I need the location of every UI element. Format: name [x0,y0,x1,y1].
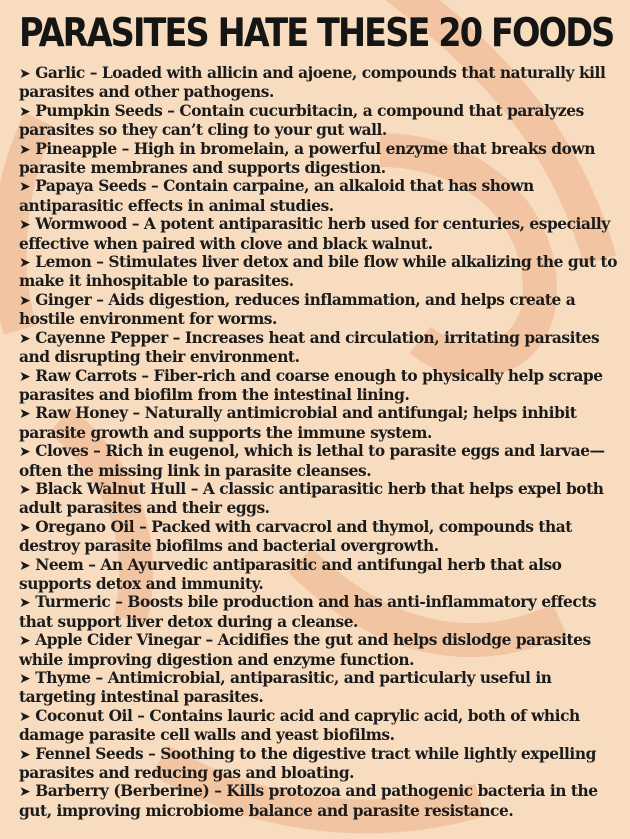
food-name: Cayenne Pepper [35,328,168,347]
arrow-bullet-icon: ➤ [19,66,31,82]
list-item: ➤ Turmeric – Boosts bile production and has anti-inflammatory effects that support liver detox during a cleanse. [19,593,597,631]
food-name: Barberry (Berberine) [35,782,210,801]
food-name: Lemon [35,253,92,272]
food-description: A classic antiparasitic herb that helps expel both adult parasites and their eggs. [19,479,604,518]
arrow-bullet-icon: ➤ [19,406,31,423]
arrow-bullet-icon: ➤ [19,595,31,612]
food-name: Oregano Oil [35,517,135,536]
list-item: ➤ Fennel Seeds – Soothing to the digestive tract while lightly expelling parasites and reducing gas and bloating. [19,744,596,783]
arrow-bullet-icon: ➤ [19,368,31,385]
food-name: Apple Cider Vinegar [35,631,201,650]
arrow-bullet-icon: ➤ [19,217,31,234]
food-name: Garlic [35,64,85,82]
food-name: Coconut Oil [35,706,133,725]
food-description: Naturally antimicrobial and antifungal; helps inhibit parasite growth and supports the immune system. [19,404,577,442]
arrow-bullet-icon: ➤ [19,708,31,725]
food-description: Boosts bile production and has anti-inflammatory effects that support liver detox during a cleanse. [19,593,597,631]
food-description: Loaded with allicin and ajoene, compounds that naturally kill parasites and other pathogens. [19,64,606,102]
list-item: ➤ Cayenne Pepper – Increases heat and circulation, irritating parasites and disrupting their environment. [19,328,600,367]
list-item: ➤ Garlic – Loaded with allicin and ajoene, compounds that naturally kill parasites and other pathogens. [19,64,606,102]
food-description: An Ayurvedic antiparasitic and antifungal herb that also supports detox and immunity. [19,555,562,593]
food-description: A potent antiparasitic herb used for centuries, especially effective when paired with clove and black walnut. [19,215,610,253]
food-description: Antimicrobial, antiparasitic, and particularly useful in targeting intestinal parasites. [19,669,552,707]
list-item: ➤ Coconut Oil – Contains lauric acid and caprylic acid, both of which damage parasite cell walls and yeast biofilms. [19,706,580,745]
arrow-bullet-icon: ➤ [19,557,31,574]
list-item: ➤ Raw Carrots – Fiber-rich and coarse enough to physically help scrape parasites and biofilm from the intestinal lining. [19,366,603,404]
list-item: ➤ Lemon – Stimulates liver detox and bile flow while alkalizing the gut to make it inhospitable to parasites. [19,253,618,291]
arrow-bullet-icon: ➤ [19,292,31,309]
list-item: ➤ Wormwood – A potent antiparasitic herb used for centuries, especially effective when paired with clove and black walnut. [19,215,610,253]
food-description: Contain cucurbitacin, a compound that paralyzes parasites so they can’t cling to your gut wall. [19,101,584,140]
food-name: Pineapple [35,139,117,158]
list-item: ➤ Oregano Oil – Packed with carvacrol and thymol, compounds that destroy parasite biofilms and bacterial overgrowth. [19,517,572,556]
page-title: PARASITES HATE THESE 20 FOODS [19,11,614,56]
food-name: Pumpkin Seeds [35,101,163,120]
food-name: Raw Honey [35,404,128,423]
arrow-bullet-icon: ➤ [19,330,31,347]
arrow-bullet-icon: ➤ [19,633,31,650]
food-description: Packed with carvacrol and thymol, compounds that destroy parasite biofilms and bacterial overgrowth. [19,517,572,556]
food-name: Wormwood [35,215,127,234]
food-description: High in bromelain, a powerful enzyme that breaks down parasite membranes and supports digestion. [19,139,595,178]
food-name: Thyme [35,669,91,687]
list-item: ➤ Barberry (Berberine) – Kills protozoa and pathogenic bacteria in the gut, improving microbiome balance and parasite resistance. [19,782,598,820]
arrow-bullet-icon: ➤ [19,671,31,687]
arrow-bullet-icon: ➤ [19,179,31,196]
list-item: ➤ Apple Cider Vinegar – Acidifies the gut and helps dislodge parasites while improving digestion and enzyme function. [19,631,591,669]
food-name: Raw Carrots [35,366,137,385]
list-item: ➤ Thyme – Antimicrobial, antiparasitic, and particularly useful in targeting intestinal parasites. [19,669,552,707]
food-name: Black Walnut Hull [35,479,186,498]
list-item: ➤ Papaya Seeds – Contain carpaine, an alkaloid that has shown antiparasitic effects in animal studies. [19,177,534,215]
arrow-bullet-icon: ➤ [19,481,31,498]
arrow-bullet-icon: ➤ [19,255,31,272]
arrow-bullet-icon: ➤ [19,444,31,461]
list-item: ➤ Black Walnut Hull – A classic antiparasitic herb that helps expel both adult parasites and their eggs. [19,479,604,518]
arrow-bullet-icon: ➤ [19,784,31,801]
arrow-bullet-icon: ➤ [19,746,31,763]
food-description: Soothing to the digestive tract while lightly expelling parasites and reducing gas and bloating. [19,744,596,783]
list-item: ➤ Ginger – Aids digestion, reduces inflammation, and helps create a hostile environment for worms. [19,290,576,329]
food-description: Aids digestion, reduces inflammation, and helps create a hostile environment for worms. [19,290,576,329]
list-item: ➤ Cloves – Rich in eugenol, which is lethal to parasite eggs and larvae—often the missing link in parasite cleanses. [19,442,605,480]
food-name: Cloves [35,442,89,461]
arrow-bullet-icon: ➤ [19,103,31,120]
food-description: Rich in eugenol, which is lethal to parasite eggs and larvae—often the missing link in parasite cleanses. [19,442,605,480]
food-description: Contains lauric acid and caprylic acid, both of which damage parasite cell walls and yeast biofilms. [19,706,580,745]
list-item: ➤ Raw Honey – Naturally antimicrobial and antifungal; helps inhibit parasite growth and supports the immune system. [19,404,577,442]
foods-list [19,64,620,820]
food-description: Kills protozoa and pathogenic bacteria in the gut, improving microbiome balance and parasite resistance. [19,782,598,820]
arrow-bullet-icon: ➤ [19,519,31,536]
food-name: Ginger [35,290,92,309]
food-name: Papaya Seeds [35,177,147,196]
food-description: Increases heat and circulation, irritating parasites and disrupting their environment. [19,328,600,367]
food-name: Turmeric [35,593,111,612]
food-name: Neem [35,555,84,574]
list-item: ➤ Neem – An Ayurvedic antiparasitic and antifungal herb that also supports detox and immunity. [19,555,562,593]
food-description: Contain carpaine, an alkaloid that has shown antiparasitic effects in animal studies. [19,177,534,215]
food-name: Fennel Seeds [35,744,144,763]
food-description: Fiber-rich and coarse enough to physically help scrape parasites and biofilm from the intestinal lining. [19,366,603,404]
list-item: ➤ Pumpkin Seeds – Contain cucurbitacin, a compound that paralyzes parasites so they can’t cling to your gut wall. [19,101,584,140]
food-description: Acidifies the gut and helps dislodge parasites while improving digestion and enzyme function. [19,631,591,669]
food-description: Stimulates liver detox and bile flow while alkalizing the gut to make it inhospitable to parasites. [19,253,618,291]
list-item: ➤ Pineapple – High in bromelain, a powerful enzyme that breaks down parasite membranes and supports digestion. [19,139,595,178]
arrow-bullet-icon: ➤ [19,141,31,158]
